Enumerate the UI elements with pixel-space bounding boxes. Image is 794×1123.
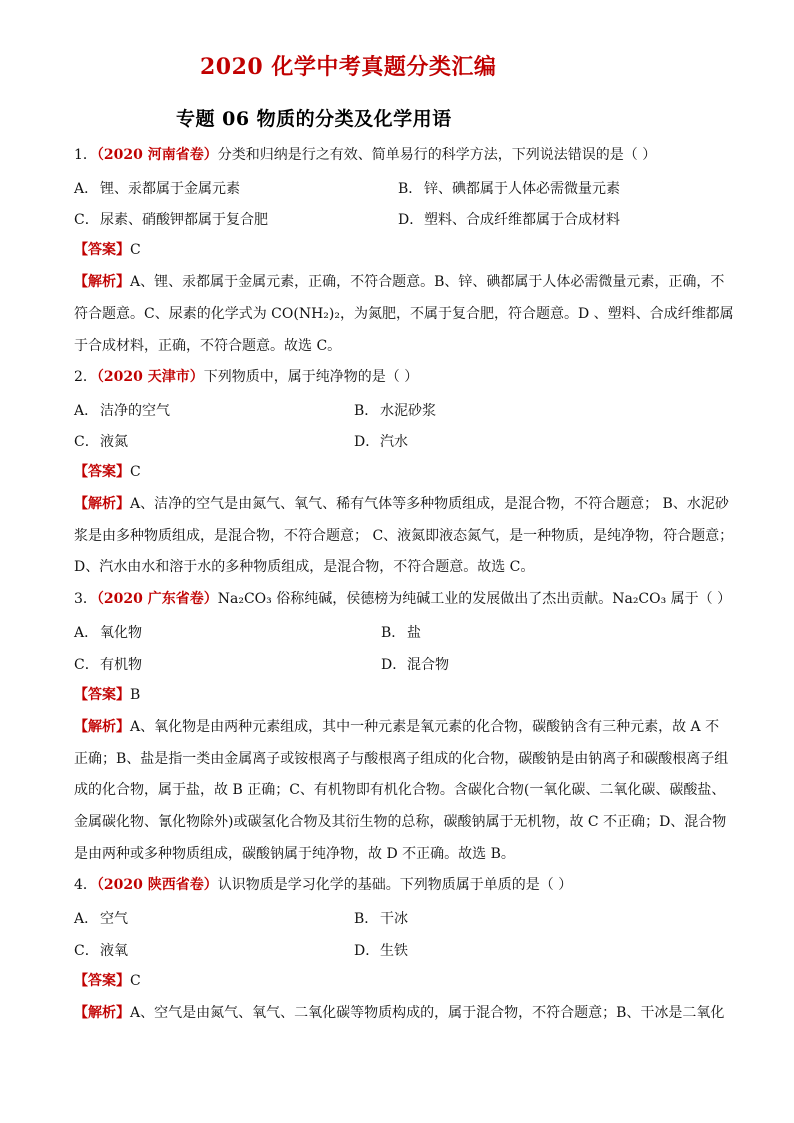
question-1-option-a: A． 锂、汞都属于金属元素 (74, 181, 240, 197)
question-1-option-d: D．塑料、合成纤维都属于合成材料 (398, 212, 620, 228)
topic-subtitle: 专题 06 物质的分类及化学用语 (176, 108, 452, 130)
question-3-analysis-line: 金属碳化物、氰化物除外)或碳氢化合物及其衍生物的总称，碳酸钠属于无机物，故 C 不正确；D、混合物 (74, 814, 727, 830)
question-4-analysis-line: 【解析】A、空气是由氮气、氧气、二氧化碳等物质构成的，属于混合物，不符合题意；B、干冰是二氧化 (74, 1005, 725, 1021)
question-3-stem: 3．（2020 广东省卷）Na₂CO₃ 俗称纯碱，侯德榜为纯碱工业的发展做出了杰出贡献。Na₂CO₃ 属于（ ） (74, 591, 732, 607)
question-2-option-d: D．汽水 (354, 434, 408, 450)
question-4-stem: 4．（2020 陕西省卷）认识物质是学习化学的基础。下列物质属于单质的是（ ） (74, 877, 573, 893)
question-2-option-c: C．液氮 (74, 434, 128, 450)
question-4-option-a: A． 空气 (74, 911, 128, 927)
question-4-answer: 【答案】C (74, 973, 141, 989)
question-1-answer: 【答案】C (74, 242, 141, 258)
question-3-option-c: C．有机物 (74, 657, 142, 673)
question-3-answer: 【答案】B (74, 687, 141, 703)
question-3-analysis-line: 是由两种或多种物质组成，碳酸钠属于纯净物，故 D 不正确。故选 B。 (74, 846, 515, 862)
question-4-source: （2020 陕西省卷） (96, 877, 218, 893)
question-3-analysis-line: 正确；B、盐是指一类由金属离子或铵根离子与酸根离子组成的化合物，碳酸钠是由钠离子和碳酸根离子组 (74, 751, 729, 767)
question-2-analysis-line: 【解析】A、洁净的空气是由氮气、氧气、稀有气体等多种物质组成，是混合物，不符合题意； B、水泥砂 (74, 496, 729, 512)
question-3-analysis-line: 成的化合物，属于盐，故 B 正确；C、有机物即有机化合物。含碳化合物(一氧化碳、二氧化碳、碳酸盐、 (74, 782, 726, 798)
question-1-option-b: B． 锌、碘都属于人体必需微量元素 (398, 181, 620, 197)
question-2-analysis-line: D、汽水由水和溶于水的多种物质组成，是混合物，不符合题意。故选 C。 (74, 559, 535, 575)
question-4-option-b: B． 干冰 (354, 911, 408, 927)
question-1-option-c: C．尿素、硝酸钾都属于复合肥 (74, 212, 268, 228)
question-3-option-a: A． 氧化物 (74, 625, 142, 641)
question-2-answer: 【答案】C (74, 464, 141, 480)
question-3-option-b: B． 盐 (381, 625, 421, 641)
question-2-stem: 2．（2020 天津市）下列物质中，属于纯净物的是（ ） (74, 369, 419, 385)
question-1-analysis-line: 【解析】A、锂、汞都属于金属元素，正确，不符合题意。B、锌、碘都属于人体必需微量元素，正确，不 (74, 274, 725, 290)
question-4-option-c: C．液氧 (74, 943, 128, 959)
question-1-source: （2020 河南省卷） (96, 147, 218, 163)
question-4-option-d: D．生铁 (354, 943, 408, 959)
question-2-analysis-line: 浆是由多种物质组成，是混合物，不符合题意； C、液氮即液态氮气，是一种物质，是纯净物，符合题意； (74, 528, 734, 544)
question-3-source: （2020 广东省卷） (96, 591, 218, 607)
question-1-stem: 1．（2020 河南省卷）分类和归纳是行之有效、简单易行的科学方法，下列说法错误的是（ ） (74, 147, 657, 163)
question-2-option-b: B． 水泥砂浆 (354, 403, 436, 419)
question-3-analysis-line: 【解析】A、氧化物是由两种元素组成，其中一种元素是氧元素的化合物，碳酸钠含有三种元素，故 A 不 (74, 719, 720, 735)
question-3-option-d: D．混合物 (381, 657, 449, 673)
question-2-option-a: A． 洁净的空气 (74, 403, 170, 419)
document-title: 2020 化学中考真题分类汇编 (200, 54, 497, 80)
question-2-source: （2020 天津市） (96, 369, 204, 385)
question-1-analysis-line: 于合成材料，正确，不符合题意。故选 C。 (74, 338, 342, 354)
question-1-analysis-line: 符合题意。C、尿素的化学式为 CO(NH₂)₂，为氮肥，不属于复合肥，符合题意。D 、塑料、合成纤维都属 (74, 306, 734, 322)
